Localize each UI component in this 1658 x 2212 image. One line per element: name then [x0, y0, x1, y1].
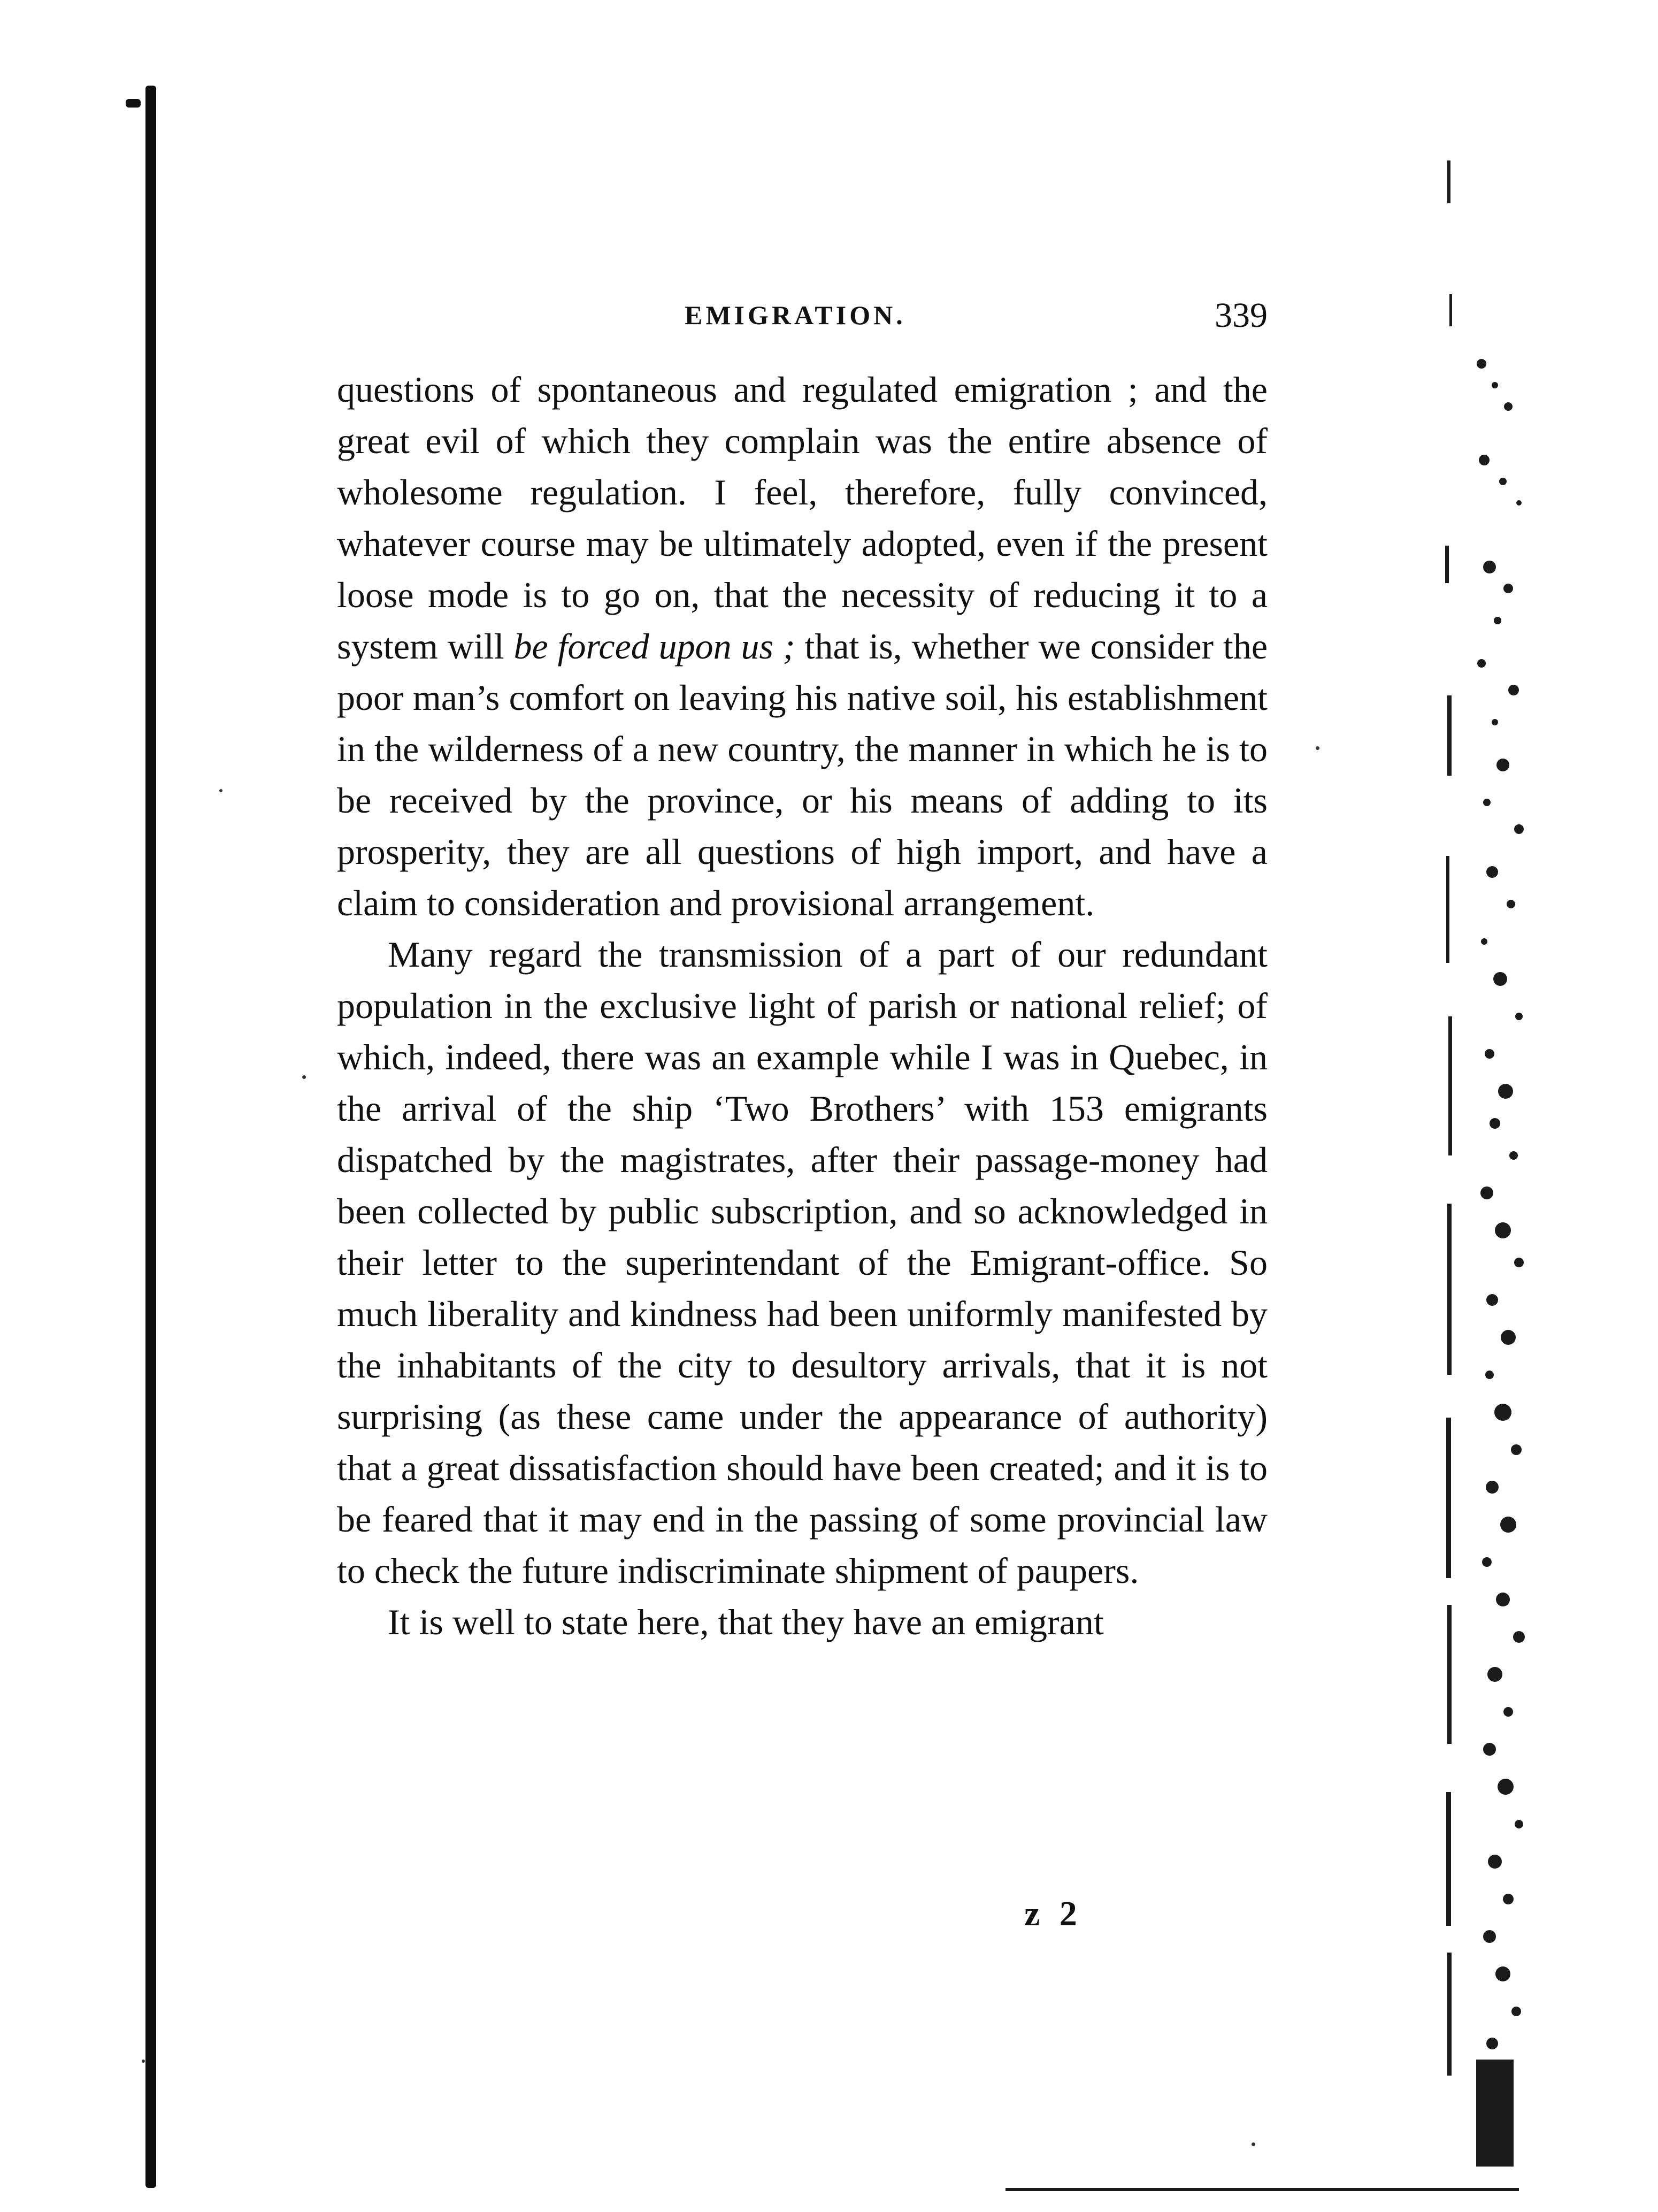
page-number: 339 [1215, 296, 1268, 335]
body-text [337, 364, 1268, 1648]
paragraph [337, 364, 1268, 929]
paragraph [337, 929, 1268, 1596]
page-header [337, 296, 1268, 348]
signature-mark: z 2 [1024, 1894, 1083, 1933]
page-edge-speckle [1444, 160, 1551, 2167]
stray-mark [142, 2060, 145, 2063]
stray-mark [219, 789, 222, 792]
stray-mark [302, 1075, 306, 1079]
text-run: that is, whether we consider the poor man’s comfort on leaving his native soil, his establishment in the wilderness of a new country, the manner in which he is to be received by the province, or his means of adding to its prosperity, they are all questions of high import, and have a claim to consideration and provisional arrangement. [337, 626, 1268, 923]
paragraph [337, 1596, 1268, 1648]
page-bottom-edge [1005, 2188, 1519, 2191]
text-run: It is well to state here, that they have an emigrant [388, 1602, 1104, 1642]
stray-mark [1252, 2142, 1255, 2146]
stray-mark [1316, 746, 1319, 750]
gutter-mark [126, 99, 141, 108]
italic-run: be forced upon us ; [513, 626, 795, 667]
running-head: EMIGRATION. [685, 300, 906, 330]
text-run: questions of spontaneous and regulated emigration ; and the great evil of which they complain was the entire absence of wholesome regulation. I feel, therefore, fully convinced, whatever course may be ultimately adopted, even if the present loose mode is to go on, that the necessity of reducing it to a system will [337, 369, 1268, 667]
text-run: Many regard the transmission of a part of our redundant population in the exclusive light of parish or national relief; of which, indeed, there was an example while I was in Quebec, in the arrival of the ship ‘Two Brothers’ with 153 emigrants dispatched by the magistrates, after their passage-money had been collected by public subscription, and so acknowledged in their letter to the superintendant of the Emigrant-office. So much liberality and kindness had been uniformly manifested by the inhabitants of the city to desultory arrivals, that it is not surprising (as these came under the appearance of authority) that a great dissatisfaction should have been created; and it is to be feared that it may end in the passing of some provincial law to check the future indiscriminate shipment of paupers. [337, 934, 1268, 1591]
binding-gutter-shadow [145, 86, 156, 2188]
